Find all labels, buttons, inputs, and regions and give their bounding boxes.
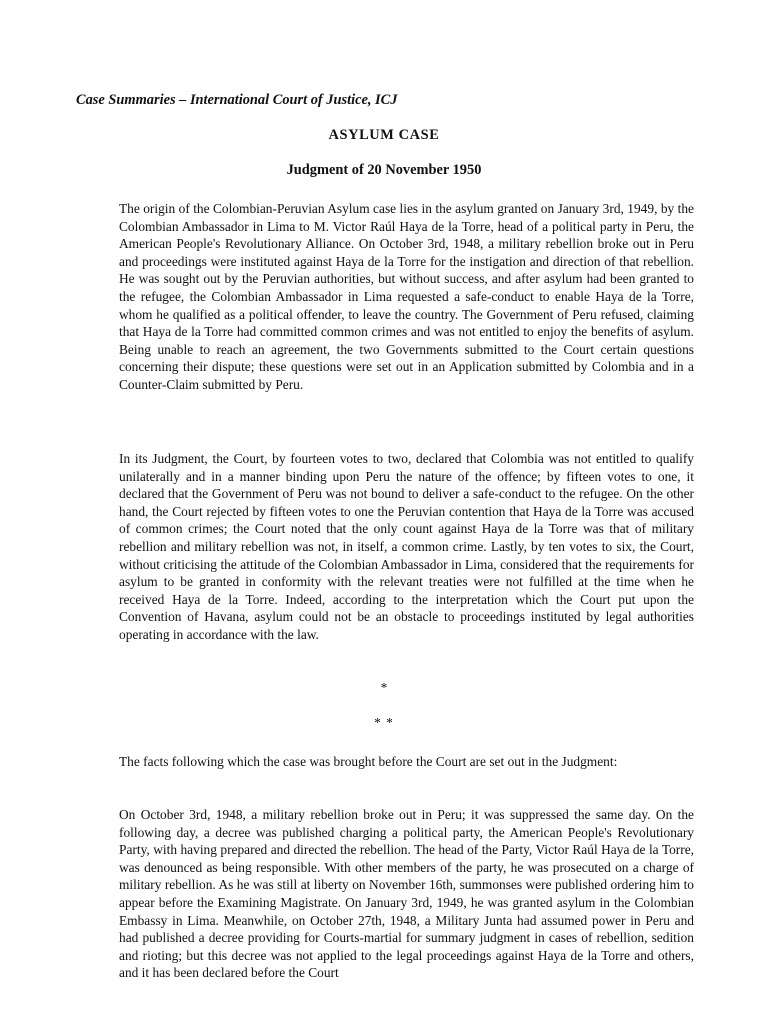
paragraph-facts: On October 3rd, 1948, a military rebellion broke out in Peru; it was suppressed the same day. On the following day, a decree was published charging a political party, the American People's Revolutionary Party, with having prepared and directed the rebellion. The head of the Party, Victor Raúl Haya de la Torre, was denounced as being responsible. With other members of the party, he was prosecuted on a charge of military rebellion. As he was still at liberty on November 16th, summonses were published ordering him to appear before the Examining Magistrate. On January 3rd, 1949, he was granted asylum in the Colombian Embassy in Lima. Meanwhile, on October 27th, 1948, a Military Junta had assumed power in Peru and had published a decree providing for Courts-martial for summary judgment in cases of rebellion, sedition and rioting; but this decree was not applied to the legal proceedings against Haya de la Torre and others, and it has been declared before the Court [119, 807, 694, 981]
series-header: Case Summaries – International Court of Justice, ICJ [76, 92, 398, 108]
judgment-date: Judgment of 20 November 1950 [286, 162, 482, 178]
paragraph-judgment: In its Judgment, the Court, by fourteen votes to two, declared that Colombia was not entitled to qualify unilaterally and in a manner binding upon Peru the nature of the offence; by fifteen votes to one, it declared that the Government of Peru was not bound to deliver a safe-conduct to the refugee. On the other hand, the Court rejected by fifteen votes to one the Peruvian contention that Haya de la Torre was accused of common crimes; the Court noted that the only count against Haya de la Torre was that of military rebellion and military rebellion was not, in itself, a common crime. Lastly, by ten votes to six, the Court, without criticising the attitude of the Colombian Ambassador in Lima, considered that the requirements for asylum to be granted in conformity with the relevant treaties were not fulfilled at the time when he received Haya de la Torre. Indeed, according to the interpretation which the Court put upon the Convention of Havana, asylum could not be an obstacle to proceedings instituted by legal authorities operating in accordance with the law. [119, 451, 694, 642]
case-title: ASYLUM CASE [328, 127, 440, 143]
section-separator: * [380, 680, 388, 695]
paragraph-origin: The origin of the Colombian-Peruvian Asylum case lies in the asylum granted on January 3rd, 1949, by the Colombian Ambassador in Lima to M. Victor Raúl Haya de la Torre, head of a political party in Peru, the American People's Revolutionary Alliance. On October 3rd, 1948, a military rebellion broke out in Peru and proceedings were instituted against Haya de la Torre for the instigation and direction of that rebellion. He was sought out by the Peruvian authorities, but without success, and after asylum had been granted to the refugee, the Colombian Ambassador in Lima requested a safe-conduct to enable Haya de la Torre, whom he qualified as a political offender, to leave the country. The Government of Peru refused, claiming that Haya de la Torre had committed common crimes and was not entitled to enjoy the benefits of asylum. Being unable to reach an agreement, the two Governments submitted to the Court certain questions concerning their dispute; these questions were set out in an Application submitted by Colombia and in a Counter-Claim submitted by Peru. [119, 201, 694, 392]
section-separator: * * [374, 715, 394, 730]
paragraph-facts-intro: The facts following which the case was brought before the Court are set out in the Judgment: [119, 754, 618, 769]
